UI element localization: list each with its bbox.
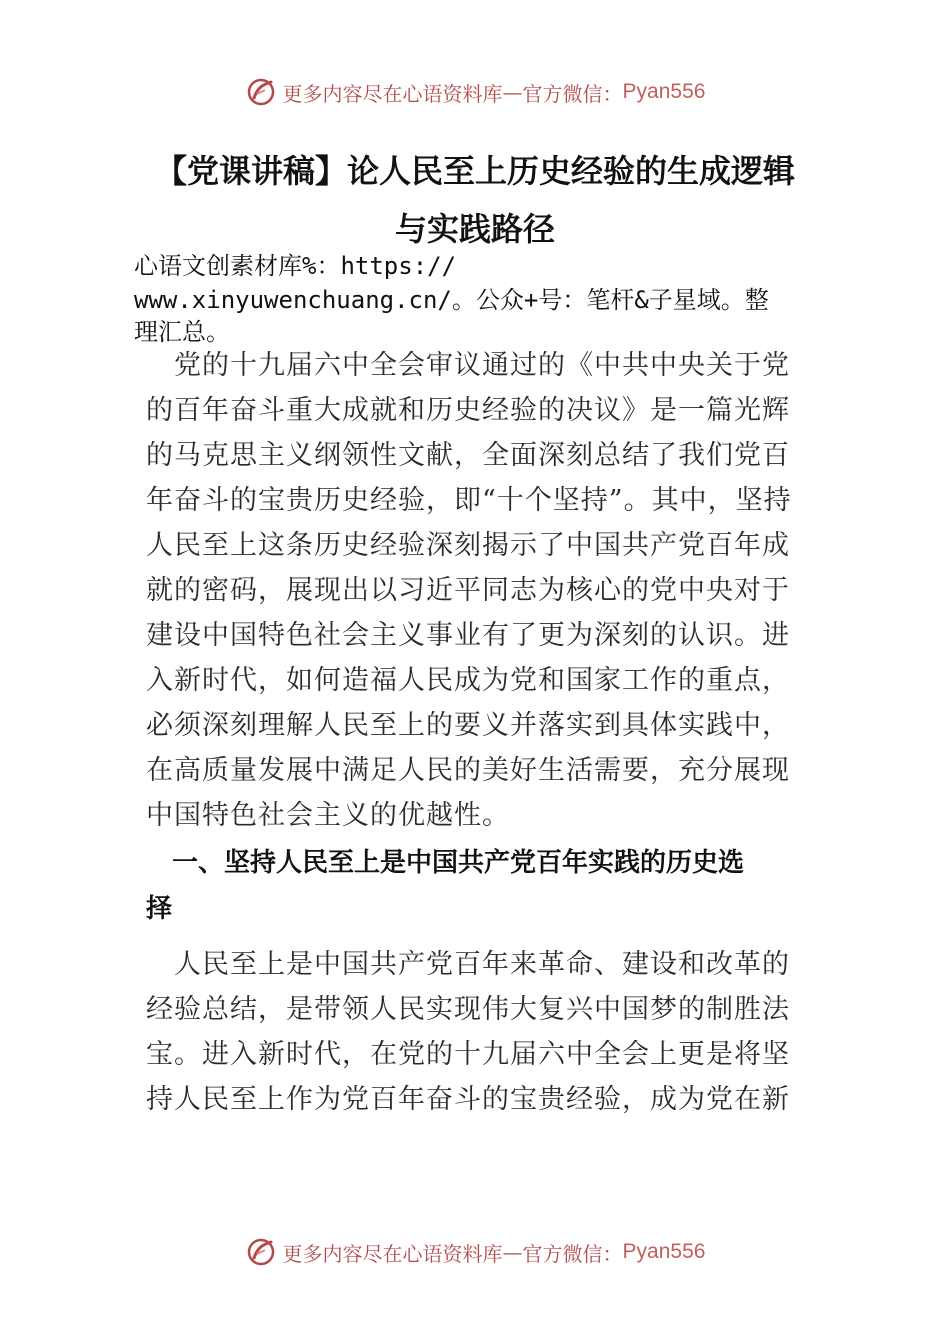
banner-official-label: 官方微信：	[522, 81, 623, 106]
brand-logo-icon	[245, 1236, 277, 1268]
text-line: 人民至上这条历史经验深刻揭示了中国共产党百年成	[146, 530, 790, 561]
banner-handle: Pyan556	[622, 1240, 706, 1263]
text-line: 人民至上是中国共产党百年来革命、建设和改革的	[146, 949, 790, 980]
banner-text: 更多内容尽在心语资料库	[282, 1241, 503, 1266]
text-line: 建设中国特色社会主义事业有了更为深刻的认识。进	[146, 620, 790, 651]
page-title-line1: 【党课讲稿】论人民至上历史经验的生成逻辑	[154, 152, 795, 190]
banner-separator: —	[502, 1240, 523, 1264]
paragraph-intro	[146, 343, 816, 838]
section-heading	[146, 840, 826, 932]
text-line: 的百年奋斗重大成就和历史经验的决议》是一篇光辉	[146, 395, 790, 426]
header-banner	[0, 72, 950, 112]
banner-separator: —	[502, 80, 523, 104]
text-line: 持人民至上作为党百年奋斗的宝贵经验，成为党在新	[146, 1084, 790, 1115]
text-line: 入新时代，如何造福人民成为党和国家工作的重点，	[146, 665, 790, 696]
text-line: 必须深刻理解人民至上的要义并落实到具体实践中，	[146, 710, 790, 741]
page-title-line2: 与实践路径	[394, 210, 555, 248]
text-line: 在高质量发展中满足人民的美好生活需要，充分展现	[146, 755, 790, 786]
source-line1: 心语文创素材库%：https://	[134, 252, 457, 280]
banner-text: 更多内容尽在心语资料库	[282, 81, 503, 106]
text-line: 中国特色社会主义的优越性。	[146, 800, 510, 831]
text-line: 经验总结，是带领人民实现伟大复兴中国梦的制胜法	[146, 994, 790, 1025]
banner-handle: Pyan556	[622, 80, 706, 103]
text-line: 就的密码，展现出以习近平同志为核心的党中央对于	[146, 575, 790, 606]
text-line: 的马克思主义纲领性文献，全面深刻总结了我们党百	[146, 440, 790, 471]
text-line: 宝。进入新时代，在党的十九届六中全会上更是将坚	[146, 1039, 790, 1070]
heading-line1: 一、坚持人民至上是中国共产党百年实践的历史选	[146, 848, 745, 878]
brand-logo-icon	[245, 76, 277, 108]
heading-line2: 择	[146, 894, 173, 924]
banner-official-label: 官方微信：	[522, 1241, 623, 1266]
text-line: 党的十九届六中全会审议通过的《中共中央关于党	[146, 350, 790, 381]
paragraph-section1	[146, 942, 816, 1122]
source-line3: 理汇总。	[134, 318, 230, 346]
footer-banner	[0, 1232, 950, 1272]
source-line2: www.xinyuwenchuang.cn/。公众+号：笔杆&子星域。整	[134, 286, 769, 314]
text-line: 年奋斗的宝贵历史经验，即“十个坚持”。其中，坚持	[146, 485, 792, 516]
